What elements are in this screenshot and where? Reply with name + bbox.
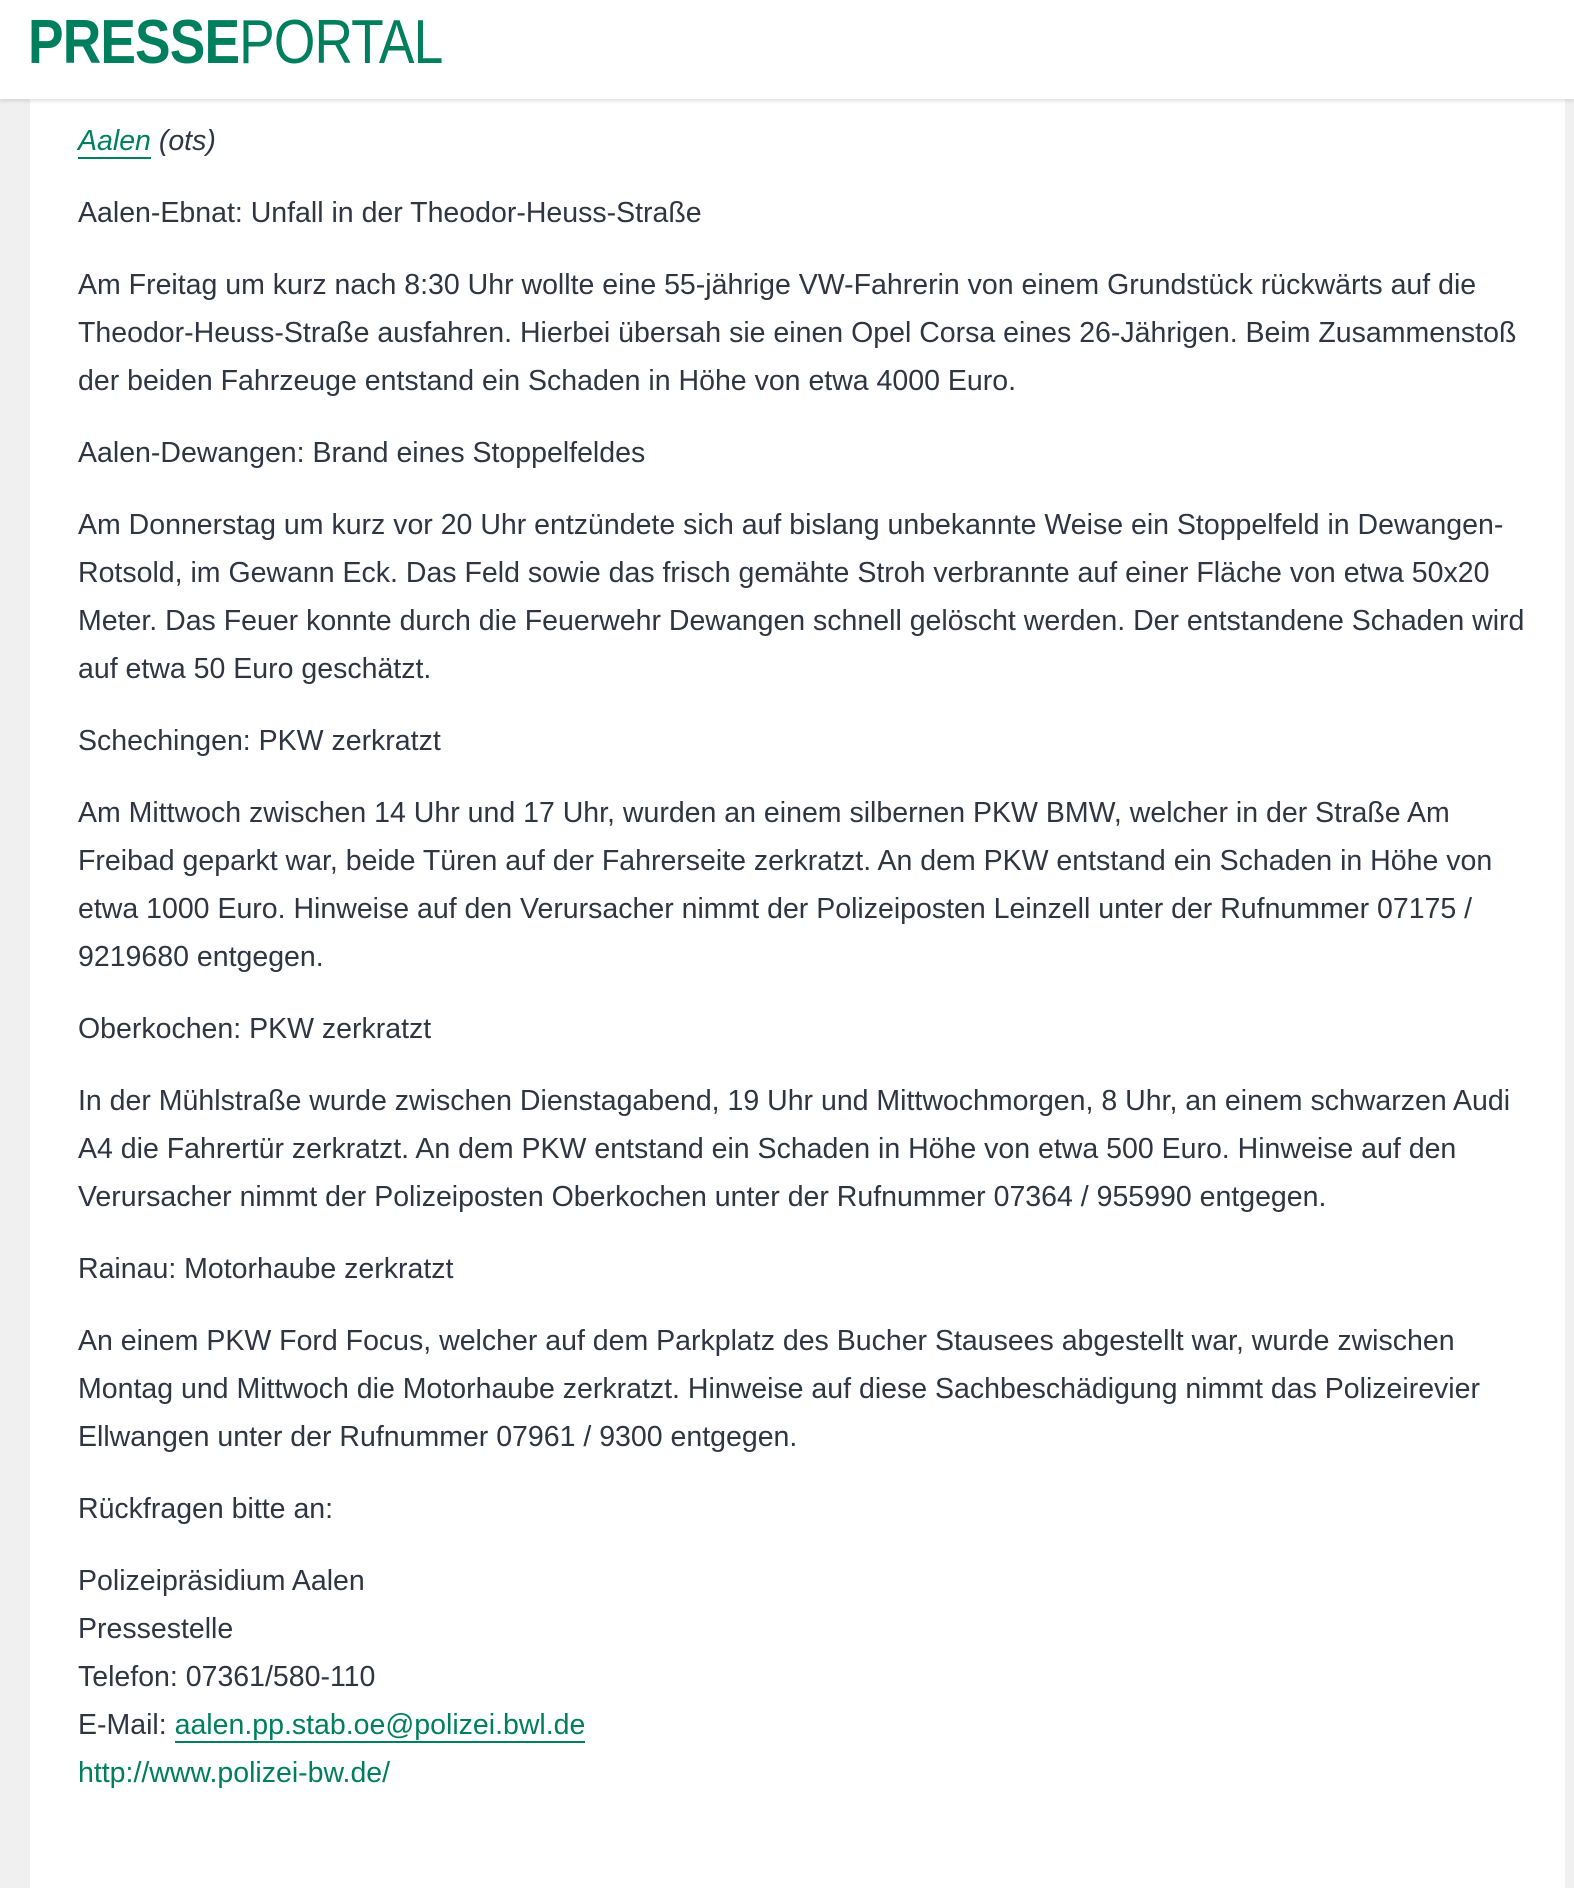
paragraph: In der Mühlstraße wurde zwischen Dienstagabend, 19 Uhr und Mittwochmorgen, 8 Uhr, an einem schwarzen Audi A4 die Fahrertür zerkratzt. An dem PKW entstand ein Schaden in Höhe von etwa 500 Euro. Hinweise auf den Verursacher nimmt der Polizeiposten Oberkochen unter der Rufnummer 07364 / 955990 entgegen. [78,1085,1511,1213]
presseportal-logo[interactable]: PRESSEPORTAL [28,8,443,77]
section-heading: Schechingen: PKW zerkratzt [78,725,441,757]
section-heading: Oberkochen: PKW zerkratzt [78,1013,432,1045]
paragraph: Am Mittwoch zwischen 14 Uhr und 17 Uhr, wurden an einem silbernen PKW BMW, welcher in der Straße Am Freibad geparkt war, beide Türen auf der Fahrerseite zerkratzt. An dem PKW entstand ein Schaden in Höhe von etwa 1000 Euro. Hinweise auf den Verursacher nimmt der Polizeiposten Leinzell unter der Rufnummer 07175 / 9219680 entgegen. [78,797,1493,973]
contact-org: Polizeipräsidium Aalen [78,1565,365,1597]
paragraph: An einem PKW Ford Focus, welcher auf dem Parkplatz des Bucher Stausees abgestellt war, wurde zwischen Montag und Mittwoch die Motorhaube zerkratzt. Hinweise auf diese Sachbeschädigung nimmt das Polizeirevier Ellwangen unter der Rufnummer 07961 / 9300 entgegen. [78,1325,1480,1453]
contact-block [78,1557,1548,1797]
paragraph: Am Donnerstag um kurz vor 20 Uhr entzündete sich auf bislang unbekannte Weise ein Stoppelfeld in Dewangen-Rotsold, im Gewann Eck. Das Feld sowie das frisch gemähte Stroh verbrannte auf einer Fläche von etwa 50x20 Meter. Das Feuer konnte durch die Feuerwehr Dewangen schnell gelöscht werden. Der entstandene Schaden wird auf etwa 50 Euro geschätzt. [78,509,1525,685]
paragraph: Am Freitag um kurz nach 8:30 Uhr wollte eine 55-jährige VW-Fahrerin von einem Grundstück rückwärts auf die Theodor-Heuss-Straße ausfahren. Hierbei übersah sie einen Opel Corsa eines 26-Jährigen. Beim Zusammenstoß der beiden Fahrzeuge entstand ein Schaden in Höhe von etwa 4000 Euro. [78,269,1517,397]
site-header [0,0,1574,99]
contact-intro: Rückfragen bitte an: [78,1493,334,1525]
article-body [78,117,1548,1797]
contact-email-line: E-Mail: aalen.pp.stab.oe@polizei.bwl.de [78,1709,586,1741]
section-heading: Rainau: Motorhaube zerkratzt [78,1253,454,1285]
website-link[interactable]: http://www.polizei-bw.de/ [78,1757,391,1789]
contact-website-line [78,1749,1548,1797]
article-card [30,99,1565,1888]
dateline: Aalen (ots) [78,125,216,157]
section-heading: Aalen-Ebnat: Unfall in der Theodor-Heuss-Straße [78,197,702,229]
email-link[interactable]: aalen.pp.stab.oe@polizei.bwl.de [174,1709,586,1741]
contact-phone: Telefon: 07361/580-110 [78,1661,376,1693]
section-heading: Aalen-Dewangen: Brand eines Stoppelfeldes [78,437,646,469]
contact-dept: Pressestelle [78,1613,234,1645]
dateline-location-link[interactable]: Aalen [78,125,151,157]
